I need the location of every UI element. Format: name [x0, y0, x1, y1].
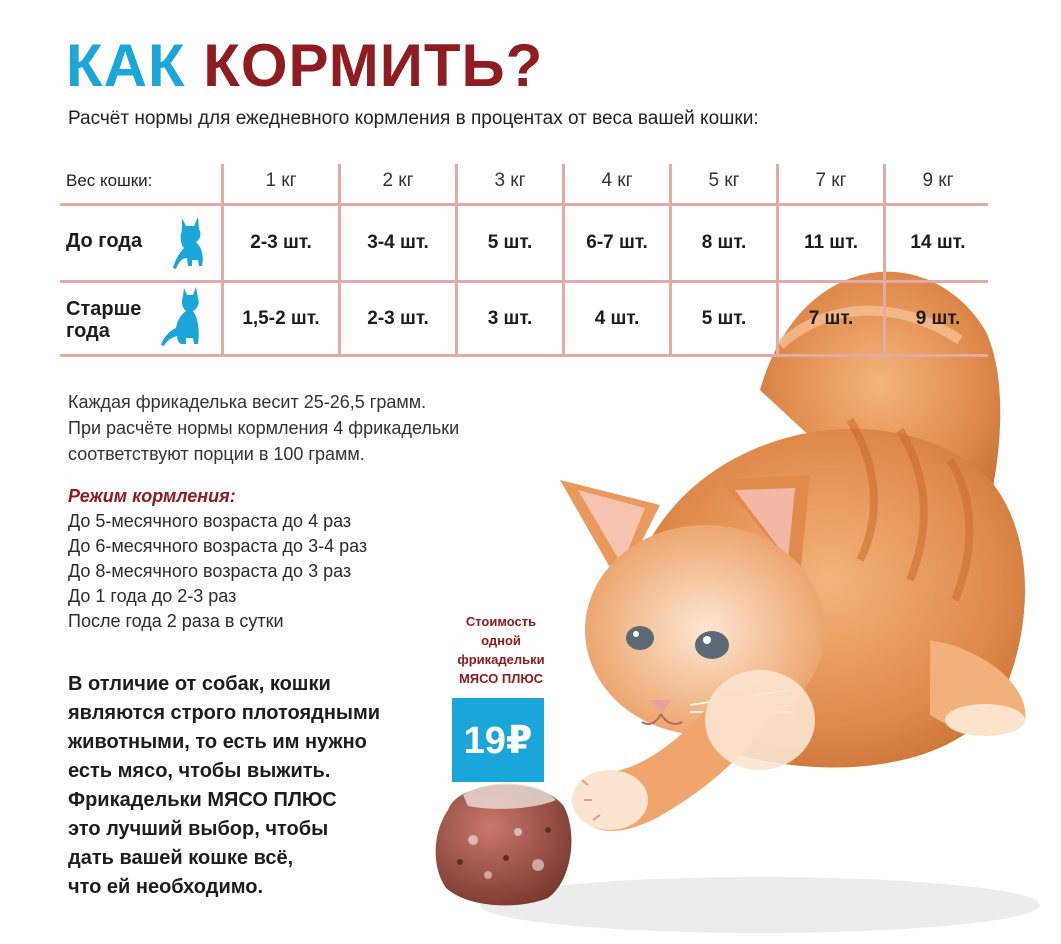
table-header-weight: 9 кг: [922, 170, 954, 191]
table-header-weight: 1 кг: [265, 170, 297, 191]
title-part-1: КАК: [66, 32, 186, 99]
table-cell: 2-3 шт.: [367, 308, 429, 329]
closing-line: это лучший выбор, чтобы: [68, 818, 329, 840]
table-header-weight: 5 кг: [708, 170, 740, 191]
table-cell: 7 шт.: [808, 308, 854, 329]
feeding-regime-title: Режим кормления:: [68, 486, 236, 506]
note-line: Каждая фрикаделька весит 25-26,5 грамм.: [68, 392, 427, 412]
note-line: соответствуют порции в 100 грамм.: [68, 444, 365, 464]
closing-paragraph: [68, 670, 380, 902]
row-label-line: До года: [66, 230, 143, 252]
kitten-icon: [172, 214, 208, 272]
regime-line: До 5-месячного возраста до 4 раз: [68, 511, 352, 531]
table-cell: 4 шт.: [594, 308, 640, 329]
table-header-weight: 2 кг: [382, 170, 414, 191]
note-line: При расчёте нормы кормления 4 фрикадельки: [68, 418, 460, 438]
table-cell: 5 шт.: [487, 232, 533, 253]
closing-line: дать вашей кошке всё,: [68, 847, 294, 869]
table-cell: 3-4 шт.: [367, 232, 429, 253]
table-cell: 14 шт.: [910, 232, 966, 253]
table-cell: 11 шт.: [803, 232, 859, 253]
page-title: [66, 32, 544, 99]
table-cell: 1,5-2 шт.: [242, 308, 320, 329]
table-cell: 9 шт.: [915, 308, 961, 329]
row-label-line: Старше: [66, 298, 142, 320]
table-cell: 3 шт.: [487, 308, 533, 329]
price-badge: 19₽: [452, 698, 544, 782]
feeding-regime: [68, 484, 367, 634]
table-cell: 2-3 шт.: [250, 232, 312, 253]
subtitle: Расчёт нормы для ежедневного кормления в процентах от веса вашей кошки:: [68, 108, 759, 129]
price-caption-line: Стоимость: [465, 614, 537, 629]
closing-line: животными, то есть им нужно: [68, 731, 367, 753]
closing-line: являются строго плотоядными: [68, 702, 381, 724]
regime-line: После года 2 раза в сутки: [68, 611, 284, 631]
table-header-weight: 7 кг: [815, 170, 847, 191]
row-label-under-year: [66, 230, 142, 252]
closing-line: что ей необходимо.: [68, 876, 264, 898]
closing-line: В отличие от собак, кошки: [68, 673, 331, 695]
title-part-2: КОРМИТЬ?: [203, 32, 544, 99]
regime-line: До 8-месячного возраста до 3 раз: [68, 561, 352, 581]
row-label-line: года: [66, 320, 110, 342]
adult-cat-icon: [160, 284, 202, 350]
regime-line: До 1 года до 2-3 раз: [68, 586, 237, 606]
regime-line: До 6-месячного возраста до 3-4 раз: [68, 536, 368, 556]
price-caption-line: одной: [481, 633, 521, 648]
table-header-label: Вес кошки:: [66, 171, 153, 190]
closing-line: есть мясо, чтобы выжить.: [68, 760, 331, 782]
row-label-over-year: [66, 298, 141, 342]
closing-line: Фрикадельки МЯСО ПЛЮС: [68, 789, 337, 811]
table-cell: 6-7 шт.: [586, 232, 648, 253]
table-header-weight: 4 кг: [601, 170, 633, 191]
price-caption: [436, 612, 566, 688]
meatball-weight-note: [68, 389, 459, 467]
feeding-table: [60, 158, 990, 358]
price-caption-line: фрикадельки: [457, 652, 545, 667]
price-caption-line: МЯСО ПЛЮС: [458, 671, 544, 686]
table-cell: 8 шт.: [701, 232, 747, 253]
table-header-weight: 3 кг: [494, 170, 526, 191]
table-cell: 5 шт.: [701, 308, 747, 329]
meatball-image: [428, 770, 576, 910]
